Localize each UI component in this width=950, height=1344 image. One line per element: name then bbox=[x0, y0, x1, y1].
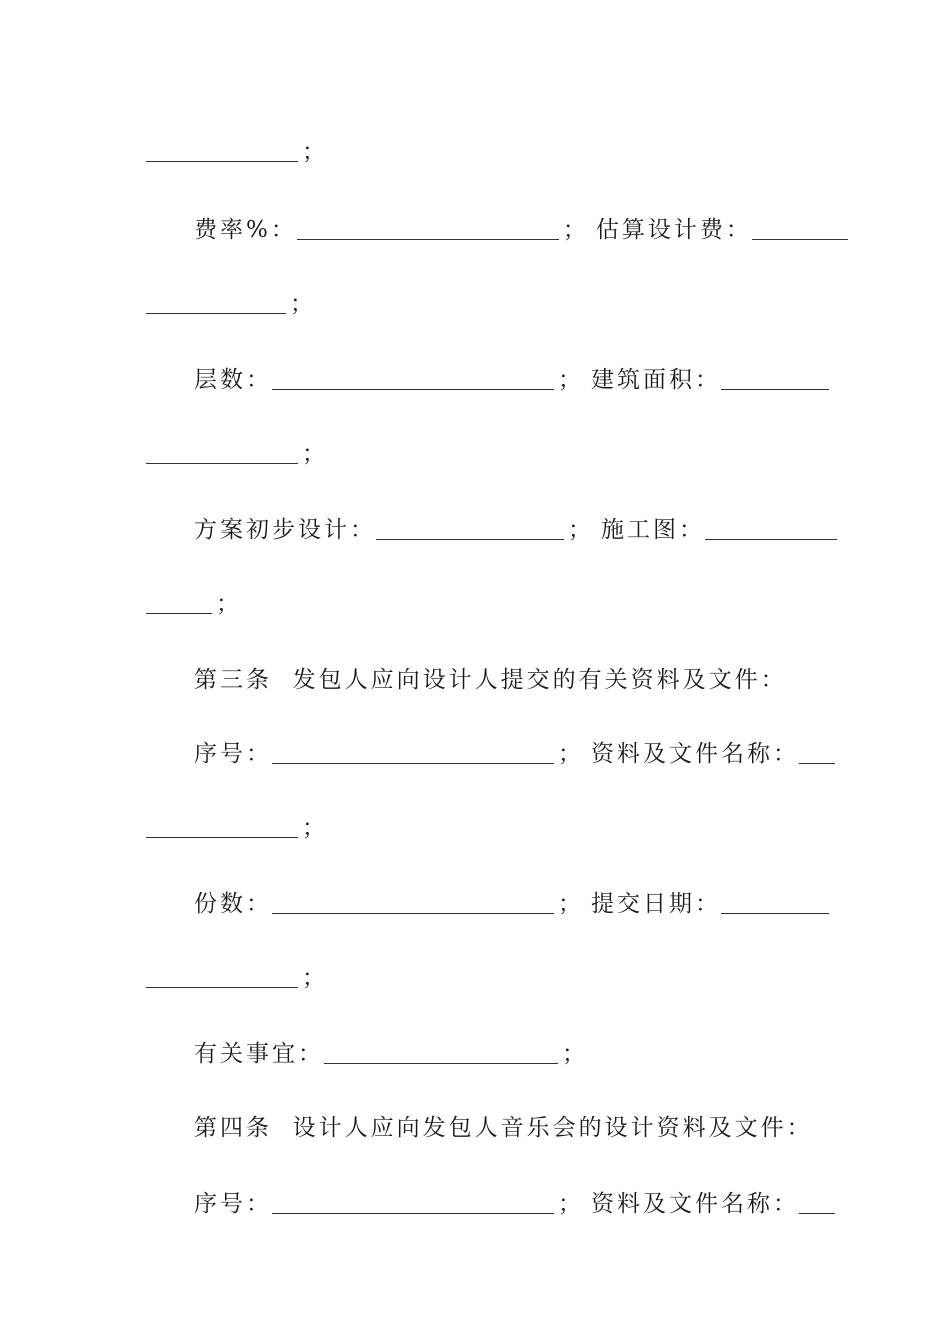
matters-field[interactable] bbox=[324, 1062, 558, 1064]
estimated-fee-field[interactable] bbox=[752, 238, 848, 240]
semicolon: ； bbox=[302, 441, 325, 467]
floors-line bbox=[194, 352, 829, 392]
floors-field[interactable] bbox=[272, 388, 554, 390]
doc-name-label: 资料及文件名称： bbox=[591, 1191, 799, 1217]
article-heading: 第四条 设计人应向发包人音乐会的设计资料及文件： bbox=[194, 1115, 813, 1141]
construction-drawing-label: 施工图： bbox=[601, 517, 705, 543]
estimated-fee-label: 估算设计费： bbox=[595, 217, 752, 243]
serial-field[interactable] bbox=[272, 1212, 554, 1214]
semicolon: ； bbox=[290, 291, 313, 317]
semicolon: ； bbox=[558, 741, 581, 767]
preliminary-design-label: 方案初步设计： bbox=[194, 517, 376, 543]
serial-line bbox=[194, 726, 835, 766]
fee-rate-line bbox=[194, 202, 848, 242]
building-area-label: 建筑面积： bbox=[591, 367, 721, 393]
semicolon: ； bbox=[568, 517, 591, 543]
semicolon: ； bbox=[302, 815, 325, 841]
building-area-field[interactable] bbox=[721, 388, 829, 390]
blank-field[interactable] bbox=[146, 836, 298, 838]
construction-drawing-field[interactable] bbox=[705, 538, 837, 540]
semicolon: ； bbox=[558, 1191, 581, 1217]
doc-name-field[interactable] bbox=[799, 762, 835, 764]
continuation-line bbox=[146, 276, 313, 316]
article-four-heading bbox=[194, 1100, 813, 1140]
design-stage-line bbox=[194, 502, 837, 542]
serial-label: 序号： bbox=[194, 741, 272, 767]
continuation-line bbox=[146, 124, 325, 164]
copies-label: 份数： bbox=[194, 891, 272, 917]
preliminary-design-field[interactable] bbox=[376, 538, 564, 540]
serial-label: 序号： bbox=[194, 1191, 272, 1217]
blank-field[interactable] bbox=[146, 462, 298, 464]
semicolon: ； bbox=[302, 139, 325, 165]
article-three-heading bbox=[194, 652, 787, 692]
serial-line bbox=[194, 1176, 835, 1216]
submit-date-field[interactable] bbox=[721, 912, 829, 914]
semicolon: ； bbox=[302, 965, 325, 991]
doc-name-field[interactable] bbox=[799, 1212, 835, 1214]
continuation-line bbox=[146, 800, 325, 840]
serial-field[interactable] bbox=[272, 762, 554, 764]
blank-field[interactable] bbox=[146, 986, 298, 988]
copies-field[interactable] bbox=[272, 912, 554, 914]
continuation-line bbox=[146, 576, 239, 616]
blank-field[interactable] bbox=[146, 312, 286, 314]
blank-field[interactable] bbox=[146, 612, 212, 614]
matters-label: 有关事宜： bbox=[194, 1041, 324, 1067]
doc-name-label: 资料及文件名称： bbox=[591, 741, 799, 767]
semicolon: ； bbox=[562, 1041, 585, 1067]
copies-line bbox=[194, 876, 829, 916]
fee-rate-field[interactable] bbox=[297, 238, 559, 240]
article-heading: 第三条 发包人应向设计人提交的有关资料及文件： bbox=[194, 667, 787, 693]
matters-line bbox=[194, 1026, 585, 1066]
floors-label: 层数： bbox=[194, 367, 272, 393]
submit-date-label: 提交日期： bbox=[591, 891, 721, 917]
fee-rate-label: 费率%： bbox=[194, 217, 297, 243]
continuation-line bbox=[146, 950, 325, 990]
semicolon: ； bbox=[558, 367, 581, 393]
blank-field[interactable] bbox=[146, 160, 298, 162]
continuation-line bbox=[146, 426, 325, 466]
semicolon: ； bbox=[562, 217, 586, 243]
semicolon: ； bbox=[216, 591, 239, 617]
semicolon: ； bbox=[558, 891, 581, 917]
